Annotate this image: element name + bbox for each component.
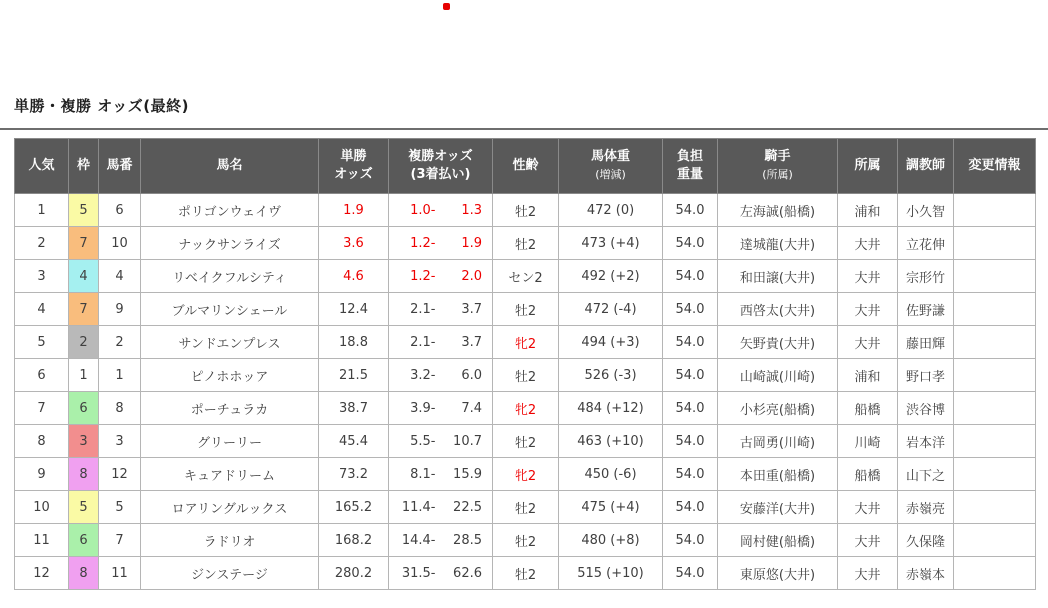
place-odds-cell: 3.2- 6.0	[389, 359, 493, 392]
odds-table	[14, 138, 1036, 590]
table-row	[15, 227, 1036, 260]
trainer-cell: 野口孝	[898, 359, 954, 392]
table-row	[15, 524, 1036, 557]
sex-age-cell: 牝2	[493, 326, 559, 359]
carried-weight-cell: 54.0	[663, 425, 718, 458]
header-change-info: 変更情報	[954, 139, 1036, 194]
weight-cell: 475 (+4)	[559, 491, 663, 524]
horse-number-cell: 5	[99, 491, 141, 524]
header-rank: 人気	[15, 139, 69, 194]
place-odds-cell: 1.0- 1.3	[389, 194, 493, 227]
jockey-cell: 東原悠(大井)	[718, 557, 838, 590]
win-odds-cell: 38.7	[319, 392, 389, 425]
trainer-cell: 宗形竹	[898, 260, 954, 293]
jockey-cell: 小杉亮(船橋)	[718, 392, 838, 425]
trainer-cell: 小久智	[898, 194, 954, 227]
horse-number-cell: 8	[99, 392, 141, 425]
change-info-cell	[954, 194, 1036, 227]
header-affiliation: 所属	[838, 139, 898, 194]
table-row	[15, 458, 1036, 491]
place-odds-cell: 5.5- 10.7	[389, 425, 493, 458]
win-odds-cell: 21.5	[319, 359, 389, 392]
horse-name-cell: ピノホホッア	[141, 359, 319, 392]
weight-cell: 463 (+10)	[559, 425, 663, 458]
table-row	[15, 425, 1036, 458]
horse-name-cell: キュアドリーム	[141, 458, 319, 491]
frame-cell: 4	[69, 260, 99, 293]
horse-number-cell: 11	[99, 557, 141, 590]
rank-cell: 11	[15, 524, 69, 557]
header-sex-age: 性齢	[493, 139, 559, 194]
table-row	[15, 260, 1036, 293]
affiliation-cell: 浦和	[838, 194, 898, 227]
place-odds-cell: 1.2- 1.9	[389, 227, 493, 260]
rank-cell: 10	[15, 491, 69, 524]
horse-name-cell: ラドリオ	[141, 524, 319, 557]
carried-weight-cell: 54.0	[663, 557, 718, 590]
trainer-cell: 山下之	[898, 458, 954, 491]
frame-cell: 6	[69, 524, 99, 557]
table-header-row	[15, 139, 1036, 194]
trainer-cell: 赤嶺亮	[898, 491, 954, 524]
rank-cell: 5	[15, 326, 69, 359]
jockey-cell: 山崎誠(川崎)	[718, 359, 838, 392]
page-title: 単勝・複勝 オッズ(最終)	[14, 97, 189, 115]
affiliation-cell: 大井	[838, 227, 898, 260]
sex-age-cell: セン2	[493, 260, 559, 293]
sex-age-cell: 牡2	[493, 359, 559, 392]
win-odds-cell: 168.2	[319, 524, 389, 557]
jockey-cell: 古岡勇(川崎)	[718, 425, 838, 458]
sex-age-cell: 牡2	[493, 491, 559, 524]
weight-cell: 515 (+10)	[559, 557, 663, 590]
carried-weight-cell: 54.0	[663, 524, 718, 557]
sex-age-cell: 牡2	[493, 227, 559, 260]
rank-cell: 3	[15, 260, 69, 293]
horse-name-cell: サンドエンプレス	[141, 326, 319, 359]
frame-cell: 5	[69, 491, 99, 524]
change-info-cell	[954, 227, 1036, 260]
change-info-cell	[954, 524, 1036, 557]
title-divider	[0, 128, 1048, 130]
horse-number-cell: 4	[99, 260, 141, 293]
jockey-cell: 本田重(船橋)	[718, 458, 838, 491]
weight-cell: 472 (-4)	[559, 293, 663, 326]
weight-cell: 480 (+8)	[559, 524, 663, 557]
win-odds-cell: 280.2	[319, 557, 389, 590]
weight-cell: 484 (+12)	[559, 392, 663, 425]
jockey-cell: 西啓太(大井)	[718, 293, 838, 326]
rank-cell: 8	[15, 425, 69, 458]
frame-cell: 1	[69, 359, 99, 392]
trainer-cell: 藤田輝	[898, 326, 954, 359]
jockey-cell: 岡村健(船橋)	[718, 524, 838, 557]
table-row	[15, 293, 1036, 326]
frame-cell: 7	[69, 293, 99, 326]
horse-number-cell: 3	[99, 425, 141, 458]
change-info-cell	[954, 458, 1036, 491]
horse-name-cell: ポリゴンウェイヴ	[141, 194, 319, 227]
change-info-cell	[954, 260, 1036, 293]
horse-name-cell: ブルマリンシェール	[141, 293, 319, 326]
affiliation-cell: 川崎	[838, 425, 898, 458]
carried-weight-cell: 54.0	[663, 392, 718, 425]
trainer-cell: 渋谷博	[898, 392, 954, 425]
win-odds-cell: 12.4	[319, 293, 389, 326]
frame-cell: 8	[69, 458, 99, 491]
place-odds-cell: 8.1- 15.9	[389, 458, 493, 491]
rank-cell: 1	[15, 194, 69, 227]
win-odds-cell: 165.2	[319, 491, 389, 524]
sex-age-cell: 牡2	[493, 293, 559, 326]
place-odds-cell: 14.4- 28.5	[389, 524, 493, 557]
horse-name-cell: グリーリー	[141, 425, 319, 458]
sex-age-cell: 牡2	[493, 557, 559, 590]
affiliation-cell: 大井	[838, 293, 898, 326]
change-info-cell	[954, 425, 1036, 458]
sex-age-cell: 牡2	[493, 194, 559, 227]
win-odds-cell: 4.6	[319, 260, 389, 293]
weight-cell: 450 (-6)	[559, 458, 663, 491]
affiliation-cell: 浦和	[838, 359, 898, 392]
horse-number-cell: 1	[99, 359, 141, 392]
rank-cell: 9	[15, 458, 69, 491]
horse-name-cell: ジンステージ	[141, 557, 319, 590]
carried-weight-cell: 54.0	[663, 458, 718, 491]
jockey-cell: 左海誠(船橋)	[718, 194, 838, 227]
horse-name-cell: リベイクフルシティ	[141, 260, 319, 293]
place-odds-cell: 2.1- 3.7	[389, 293, 493, 326]
rank-cell: 2	[15, 227, 69, 260]
trainer-cell: 立花伸	[898, 227, 954, 260]
red-marker-icon	[443, 3, 450, 10]
jockey-cell: 達城龍(大井)	[718, 227, 838, 260]
affiliation-cell: 船橋	[838, 458, 898, 491]
header-place-odds: 複勝オッズ (3着払い)	[389, 139, 493, 194]
win-odds-cell: 73.2	[319, 458, 389, 491]
table-row	[15, 359, 1036, 392]
weight-cell: 473 (+4)	[559, 227, 663, 260]
carried-weight-cell: 54.0	[663, 359, 718, 392]
header-horse-name: 馬名	[141, 139, 319, 194]
sex-age-cell: 牡2	[493, 425, 559, 458]
frame-cell: 7	[69, 227, 99, 260]
win-odds-cell: 45.4	[319, 425, 389, 458]
change-info-cell	[954, 293, 1036, 326]
header-trainer: 調教師	[898, 139, 954, 194]
carried-weight-cell: 54.0	[663, 260, 718, 293]
horse-number-cell: 9	[99, 293, 141, 326]
win-odds-cell: 1.9	[319, 194, 389, 227]
place-odds-cell: 2.1- 3.7	[389, 326, 493, 359]
jockey-cell: 和田譲(大井)	[718, 260, 838, 293]
carried-weight-cell: 54.0	[663, 326, 718, 359]
frame-cell: 8	[69, 557, 99, 590]
sex-age-cell: 牡2	[493, 524, 559, 557]
header-frame: 枠	[69, 139, 99, 194]
horse-number-cell: 12	[99, 458, 141, 491]
weight-cell: 526 (-3)	[559, 359, 663, 392]
trainer-cell: 赤嶺本	[898, 557, 954, 590]
sex-age-cell: 牝2	[493, 458, 559, 491]
carried-weight-cell: 54.0	[663, 491, 718, 524]
weight-cell: 494 (+3)	[559, 326, 663, 359]
jockey-cell: 矢野貴(大井)	[718, 326, 838, 359]
sex-age-cell: 牝2	[493, 392, 559, 425]
horse-name-cell: ロアリングルックス	[141, 491, 319, 524]
jockey-cell: 安藤洋(大井)	[718, 491, 838, 524]
header-horse-number: 馬番	[99, 139, 141, 194]
frame-cell: 6	[69, 392, 99, 425]
horse-number-cell: 10	[99, 227, 141, 260]
affiliation-cell: 大井	[838, 524, 898, 557]
table-row	[15, 491, 1036, 524]
rank-cell: 4	[15, 293, 69, 326]
rank-cell: 7	[15, 392, 69, 425]
weight-cell: 472 (0)	[559, 194, 663, 227]
affiliation-cell: 大井	[838, 557, 898, 590]
place-odds-cell: 11.4- 22.5	[389, 491, 493, 524]
carried-weight-cell: 54.0	[663, 194, 718, 227]
header-weight: 馬体重 (増減)	[559, 139, 663, 194]
win-odds-cell: 18.8	[319, 326, 389, 359]
change-info-cell	[954, 326, 1036, 359]
table-row	[15, 194, 1036, 227]
affiliation-cell: 大井	[838, 491, 898, 524]
trainer-cell: 岩本洋	[898, 425, 954, 458]
change-info-cell	[954, 557, 1036, 590]
odds-table-body	[15, 194, 1036, 590]
header-win-odds: 単勝 オッズ	[319, 139, 389, 194]
place-odds-cell: 3.9- 7.4	[389, 392, 493, 425]
frame-cell: 5	[69, 194, 99, 227]
frame-cell: 3	[69, 425, 99, 458]
odds-table-head	[15, 139, 1036, 194]
table-row	[15, 326, 1036, 359]
place-odds-cell: 31.5- 62.6	[389, 557, 493, 590]
carried-weight-cell: 54.0	[663, 293, 718, 326]
carried-weight-cell: 54.0	[663, 227, 718, 260]
change-info-cell	[954, 359, 1036, 392]
horse-number-cell: 6	[99, 194, 141, 227]
rank-cell: 6	[15, 359, 69, 392]
place-odds-cell: 1.2- 2.0	[389, 260, 493, 293]
trainer-cell: 佐野謙	[898, 293, 954, 326]
win-odds-cell: 3.6	[319, 227, 389, 260]
header-carried-weight: 負担 重量	[663, 139, 718, 194]
change-info-cell	[954, 491, 1036, 524]
horse-name-cell: ナックサンライズ	[141, 227, 319, 260]
horse-number-cell: 2	[99, 326, 141, 359]
header-jockey: 騎手 (所属)	[718, 139, 838, 194]
affiliation-cell: 船橋	[838, 392, 898, 425]
affiliation-cell: 大井	[838, 326, 898, 359]
horse-number-cell: 7	[99, 524, 141, 557]
change-info-cell	[954, 392, 1036, 425]
weight-cell: 492 (+2)	[559, 260, 663, 293]
affiliation-cell: 大井	[838, 260, 898, 293]
rank-cell: 12	[15, 557, 69, 590]
table-row	[15, 557, 1036, 590]
trainer-cell: 久保隆	[898, 524, 954, 557]
horse-name-cell: ポーチュラカ	[141, 392, 319, 425]
table-row	[15, 392, 1036, 425]
frame-cell: 2	[69, 326, 99, 359]
